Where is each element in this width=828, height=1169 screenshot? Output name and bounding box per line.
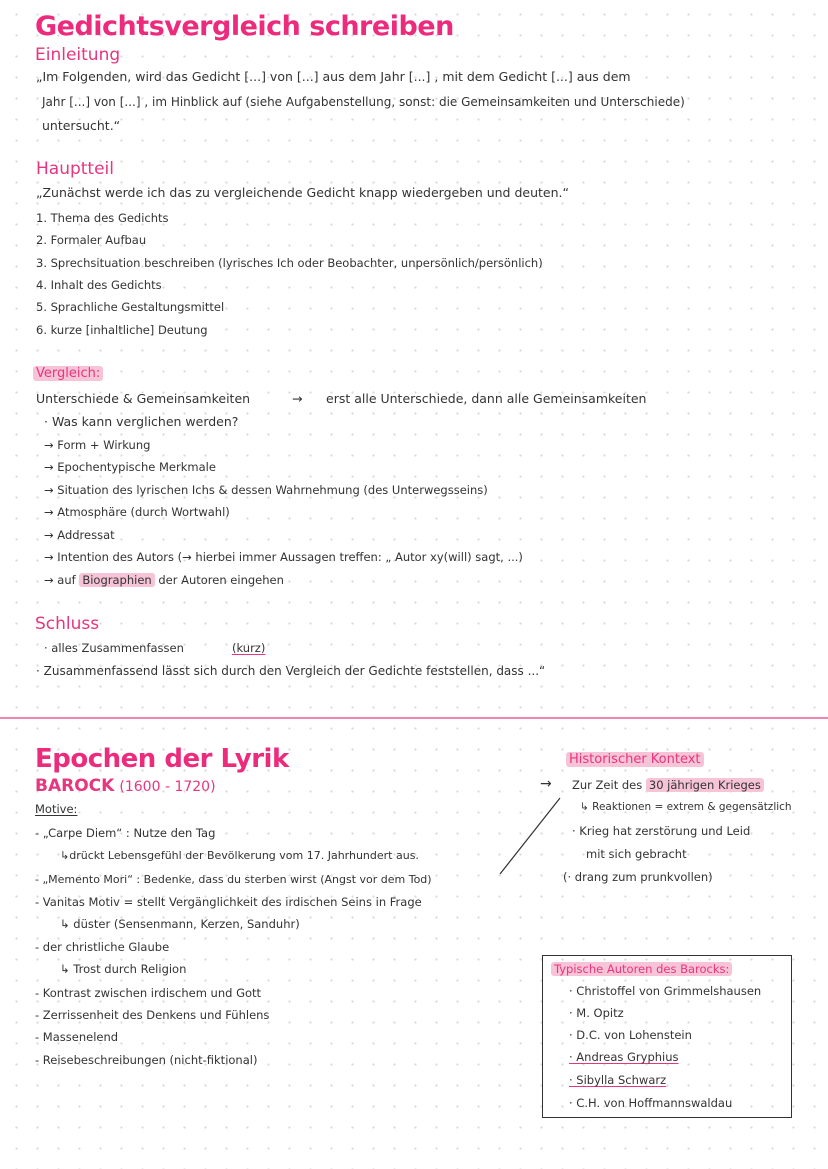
vergleich-item-3: → Situation des lyrischen Ichs & dessen Wahrnehmung (des Unterwegsseins) [44,483,488,497]
schluss-kurz: (kurz) [232,641,266,655]
motive-line-7: ↳ Trost durch Religion [60,962,187,976]
heading-schluss: Schluss [35,614,100,634]
hauptteil-item-2: 2. Formaler Aufbau [36,233,147,247]
historischer-line-5: (· drang zum prunkvollen) [563,870,713,884]
vergleich-item-2: → Epochentypische Merkmale [44,460,216,474]
motive-line-10: - Massenelend [35,1030,119,1044]
einleitung-line-1: „Im Folgenden, wird das Gedicht [...] von [...] aus dem Jahr [...] , mit dem Gedicht [...] aus dem [36,69,631,84]
motive-line-11: - Reisebeschreibungen (nicht-fiktional) [35,1053,258,1067]
heading-typische-autoren: Typische Autoren des Barocks: [551,962,732,976]
autor-2: · M. Opitz [569,1006,624,1020]
historischer-arrow: → [540,776,552,792]
motive-line-5: ↳ düster (Sensenmann, Kerzen, Sanduhr) [60,917,300,931]
motive-line-9: - Zerrissenheit des Denkens und Fühlens [35,1008,270,1022]
autor-5: · Sibylla Schwarz [569,1073,667,1087]
autor-3: · D.C. von Lohenstein [569,1028,692,1042]
hauptteil-intro: „Zunächst werde ich das zu vergleichende Gedicht knapp wiedergeben und deuten.“ [36,185,569,200]
vergleich-item-7-prefix: → auf [44,573,76,587]
motive-line-6: - der christliche Glaube [35,940,170,954]
motive-line-1: - „Carpe Diem“ : Nutze den Tag [35,826,216,840]
vergleich-question: · Was kann verglichen werden? [44,414,239,429]
hauptteil-item-3: 3. Sprechsituation beschreiben (lyrisches Ich oder Beobachter, unpersönlich/persönlich) [36,256,543,270]
motive-heading: Motive: [35,802,78,816]
vergleich-item-6: → Intention des Autors (→ hierbei immer Aussagen treffen: „ Autor xy(will) sagt, ...) [44,550,523,564]
historischer-line-3: · Krieg hat zerstörung und Leid [572,824,751,838]
barock-label: BAROCK [35,776,115,796]
autor-1: · Christoffel von Grimmelshausen [569,984,762,998]
heading-historischer-kontext: Historischer Kontext [566,752,704,767]
hauptteil-item-1: 1. Thema des Gedichts [36,211,169,225]
heading-hauptteil: Hauptteil [36,159,115,179]
heading-einleitung: Einleitung [35,45,121,65]
vergleich-line-left: Unterschiede & Gemeinsamkeiten [36,391,251,406]
section-divider [0,717,828,719]
heading-vergleich: Vergleich: [33,366,103,381]
motive-line-2: ↳drückt Lebensgefühl der Bevölkerung vom 17. Jahrhundert aus. [60,849,419,862]
hauptteil-item-6: 6. kurze [inhaltliche] Deutung [36,323,208,337]
hauptteil-item-5: 5. Sprachliche Gestaltungsmittel [36,300,225,314]
biographien-highlight: Biographien [79,573,154,587]
autor-4: · Andreas Gryphius [569,1050,679,1064]
vergleich-arrow: → [292,391,303,406]
motive-line-8: - Kontrast zwischen irdischem und Gott [35,986,262,1000]
vergleich-item-7-suffix: der Autoren eingehen [158,573,284,587]
barock-years: (1600 - 1720) [119,779,216,795]
page-title-epochen: Epochen der Lyrik [35,744,289,774]
autor-6: · C.H. von Hoffmannswaldau [569,1096,733,1110]
vergleich-item-4: → Atmosphäre (durch Wortwahl) [44,505,230,519]
einleitung-line-3: untersucht.“ [42,118,121,133]
schluss-item-1: · alles Zusammenfassen [44,641,184,655]
historischer-line-1 [572,778,764,792]
barock-subtitle [35,776,216,796]
vergleich-line-right: erst alle Unterschiede, dann alle Gemeinsamkeiten [326,391,647,406]
vergleich-item-1: → Form + Wirkung [44,438,151,452]
hauptteil-item-4: 4. Inhalt des Gedichts [36,278,162,292]
schluss-item-2: · Zusammenfassend lässt sich durch den Vergleich der Gedichte feststellen, dass ...“ [36,664,546,678]
motive-line-3: - „Memento Mori“ : Bedenke, dass du sterben wirst (Angst vor dem Tod) [35,873,432,886]
einleitung-line-2: Jahr [...] von [...] , im Hinblick auf (siehe Aufgabenstellung, sonst: die Gemeinsamkeiten und Unterschiede) [42,95,685,109]
historischer-line-2: ↳ Reaktionen = extrem & gegensätzlich [580,801,792,813]
vergleich-item-7 [44,573,284,587]
page-title-gedichtsvergleich: Gedichtsvergleich schreiben [35,11,454,42]
motive-line-4: - Vanitas Motiv = stellt Vergänglichkeit des irdischen Seins in Frage [35,895,422,909]
vergleich-item-5: → Addressat [44,528,115,542]
historischer-line-4: mit sich gebracht [586,847,687,861]
krieg-highlight: 30 jährigen Krieges [646,778,764,792]
historischer-line-1-prefix: Zur Zeit des [572,778,643,792]
